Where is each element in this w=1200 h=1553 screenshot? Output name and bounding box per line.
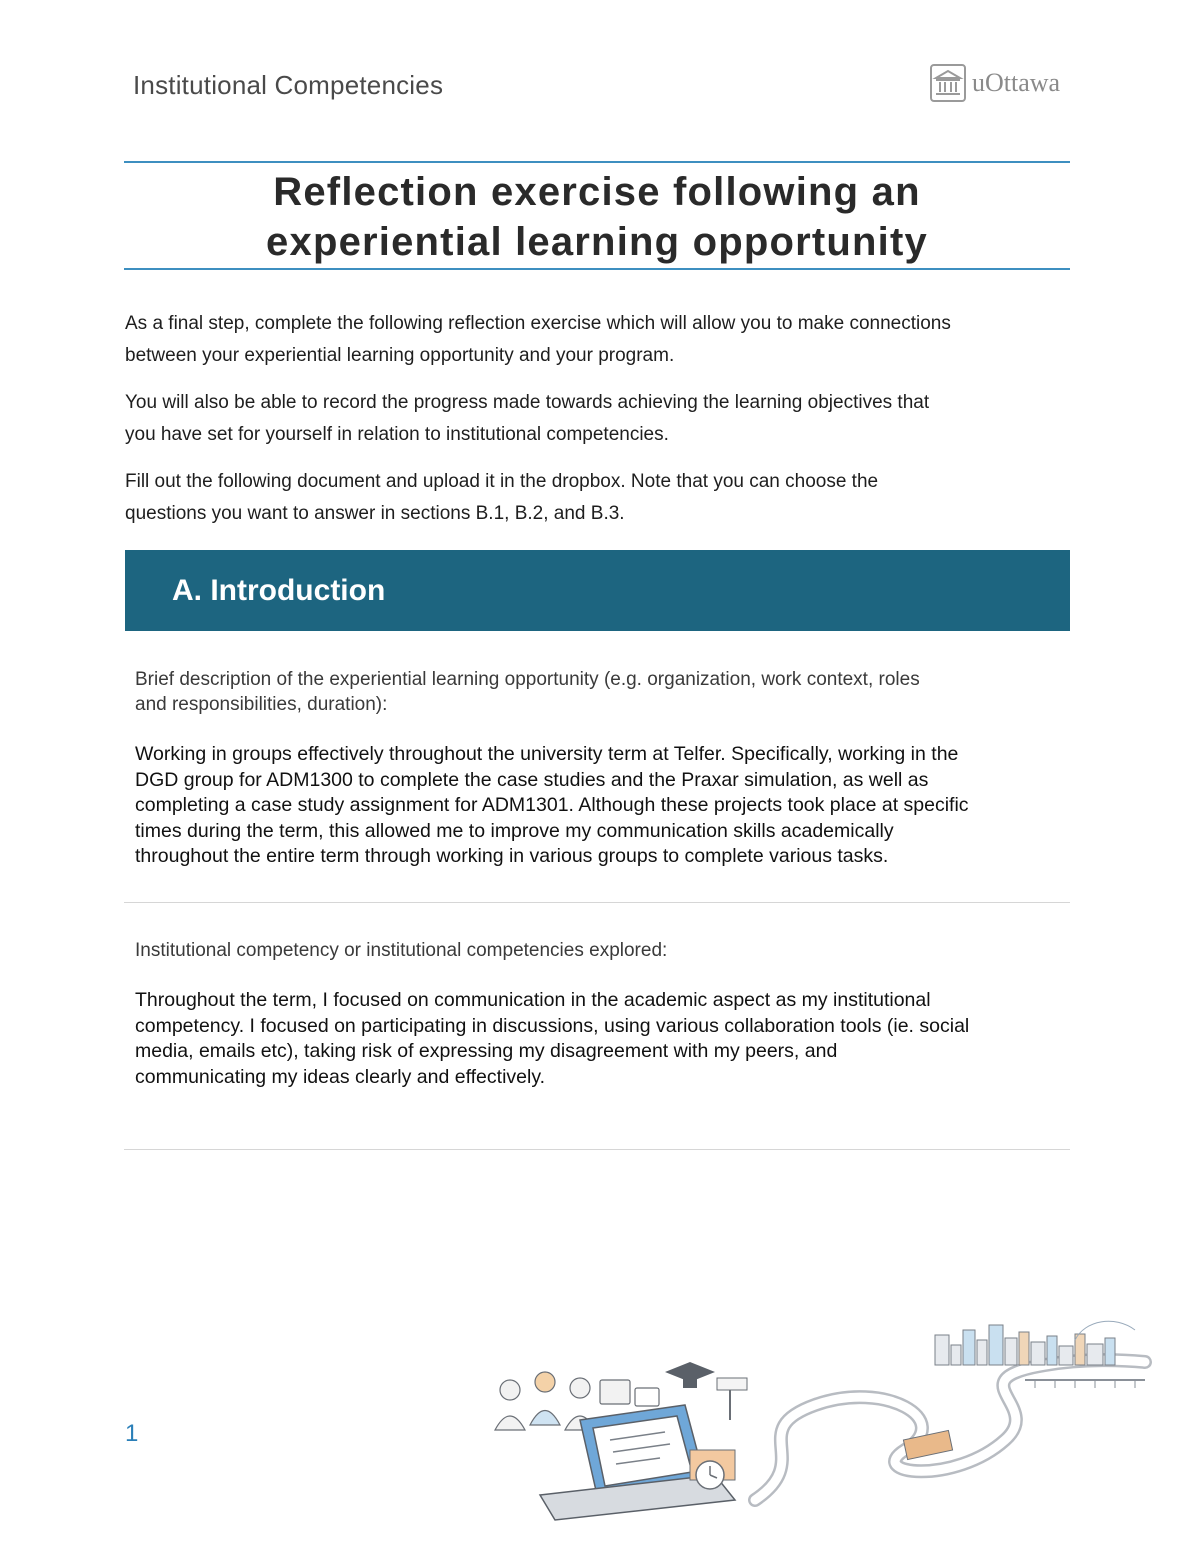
- field-competency-label: Institutional competency or institutional competencies explored:: [135, 940, 668, 961]
- intro-p2-line2: you have set for yourself in relation to institutional competencies.: [125, 424, 669, 445]
- section-a-band: [125, 550, 1070, 631]
- field1-answer-line5: throughout the entire term through working in various groups to complete various tasks.: [135, 845, 889, 867]
- uottawa-logo: [930, 64, 1060, 102]
- intro-paragraph-3: [125, 466, 1075, 530]
- logo-text: uOttawa: [972, 68, 1061, 97]
- field-competency-answer[interactable]: [135, 988, 1070, 1090]
- document-title: [124, 167, 1070, 267]
- field1-label-line1: Brief description of the experiential learning opportunity (e.g. organization, work context, roles: [135, 669, 920, 690]
- title-line-2: experiential learning opportunity: [266, 220, 928, 264]
- field-divider-1: [124, 902, 1070, 903]
- intro-paragraph-1: [125, 308, 1075, 372]
- city-journey-illustration: [485, 1310, 1155, 1535]
- field-description-answer[interactable]: [135, 742, 1070, 870]
- field2-answer-line2: competency. I focused on participating in discussions, using various collaboration tools (ie. social: [135, 1014, 970, 1037]
- field1-answer-line4: times during the term, this allowed me to improve my communication skills academically: [135, 819, 894, 842]
- section-a-heading: A. Introduction: [172, 574, 386, 607]
- intro-p1-line1: As a final step, complete the following reflection exercise which will allow you to make connections: [125, 313, 951, 334]
- page-number: 1: [125, 1420, 139, 1447]
- intro-p3-line1: Fill out the following document and upload it in the dropbox. Note that you can choose the: [125, 471, 879, 492]
- field1-answer-line2: DGD group for ADM1300 to complete the case studies and the Praxar simulation, as well as: [135, 768, 929, 791]
- intro-p3-line2: questions you want to answer in sections B.1, B.2, and B.3.: [125, 503, 625, 524]
- header-title: Institutional Competencies: [133, 70, 444, 100]
- field2-answer-line1: Throughout the term, I focused on communication in the academic aspect as my institutional: [135, 989, 931, 1011]
- field2-answer-line3: media, emails etc), taking risk of expressing my disagreement with my peers, and: [135, 1040, 838, 1062]
- field-divider-2: [124, 1149, 1070, 1150]
- title-top-rule: [124, 161, 1070, 163]
- field1-answer-line1: Working in groups effectively throughout the university term at Telfer. Specifically, working in the: [135, 743, 959, 765]
- field2-answer-line4: communicating my ideas clearly and effectively.: [135, 1065, 546, 1088]
- intro-p1-line2: between your experiential learning opportunity and your program.: [125, 345, 675, 366]
- field1-label-line2: and responsibilities, duration):: [135, 694, 388, 715]
- title-bottom-rule: [124, 268, 1070, 270]
- title-line-1: Reflection exercise following an: [273, 170, 921, 214]
- intro-p2-line1: You will also be able to record the progress made towards achieving the learning objectives that: [125, 392, 930, 413]
- building-icon: [930, 64, 966, 102]
- intro-paragraph-2: [125, 387, 1075, 451]
- field-description-label: [135, 667, 1065, 717]
- field1-answer-line3: completing a case study assignment for ADM1301. Although these projects took place at specific: [135, 794, 969, 816]
